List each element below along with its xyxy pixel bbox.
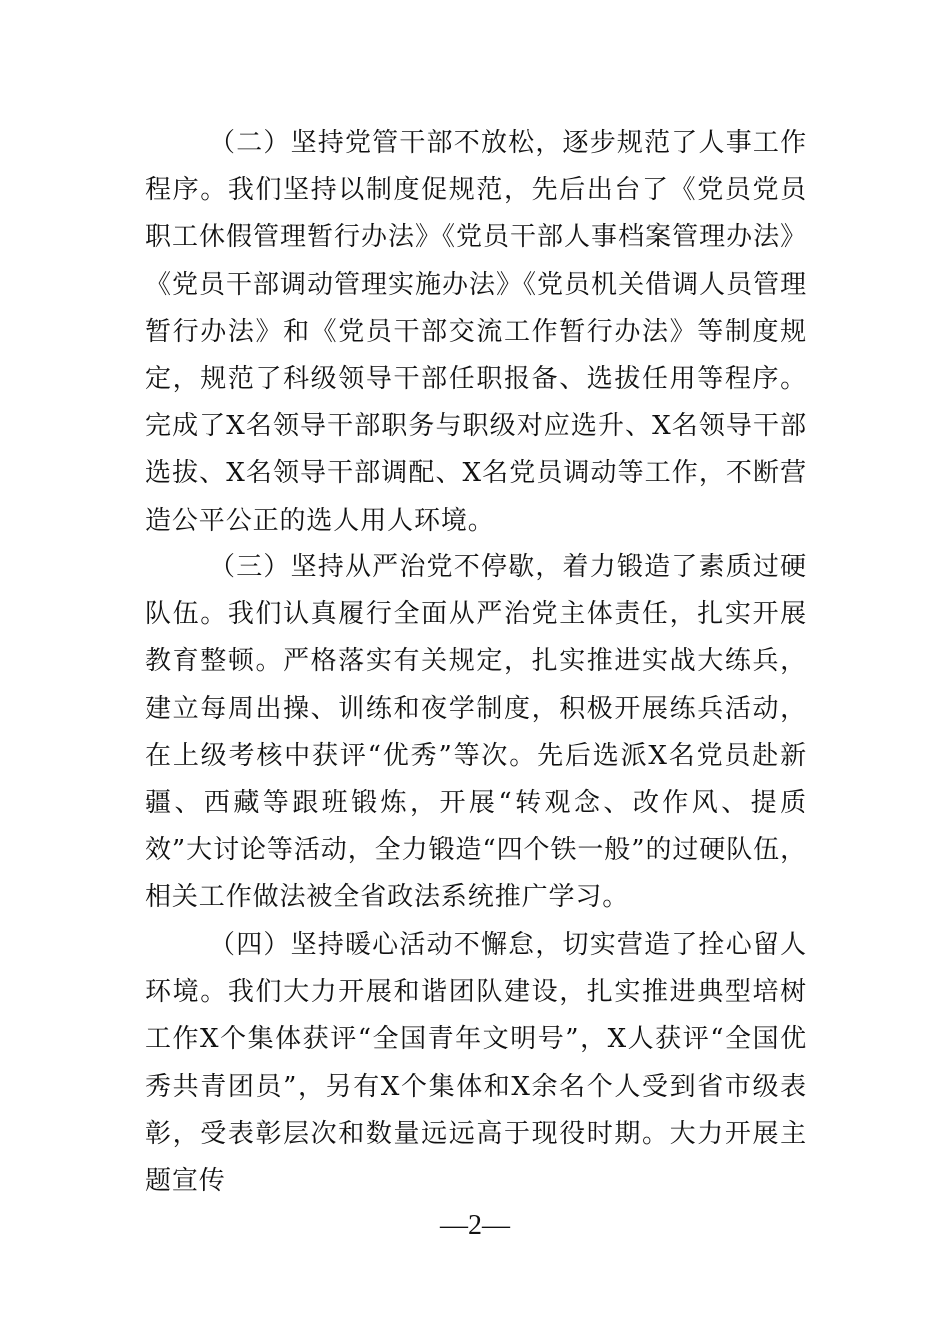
paragraph-strict-party-governance: （三）坚持从严治党不停歇，着力锻造了素质过硬队伍。我们认真履行全面从严治党主体责任，扎实开展教育整顿。严格落实有关规定，扎实推进实战大练兵，建立每周出操、训练和夜学制度，积极开展练兵活动，在上级考核中获评“优秀”等次。先后选派X名党员赴新疆、西藏等跟班锻炼，开展“转观念、改作风、提质效”大讨论等活动，全力锻造“四个铁一般”的过硬队伍，相关工作做法被全省政法系统推广学习。 xyxy=(145,552,807,913)
paragraph-care-activities: （四）坚持暖心活动不懈怠，切实营造了拴心留人环境。我们大力开展和谐团队建设，扎实推进典型培树工作X个集体获评“全国青年文明号”，X人获评“全国优秀共青团员”，另有X个集体和X余名个人受到省市级表彰，受表彰层次和数量远远高于现役时期。大力开展主题宣传 xyxy=(145,930,807,1197)
document-body xyxy=(145,120,807,1197)
paragraph-personnel-procedures: （二）坚持党管干部不放松，逐步规范了人事工作程序。我们坚持以制度促规范，先后出台了《党员党员职工休假管理暂行办法》《党员干部人事档案管理办法》《党员干部调动管理实施办法》《党员机关借调人员管理暂行办法》和《党员干部交流工作暂行办法》等制度规定，规范了科级领导干部任职报备、选拔任用等程序。完成了X名领导干部职务与职级对应选升、X名领导干部选拔、X名领导干部调配、X名党员调动等工作，不断营造公平公正的选人用人环境。 xyxy=(145,128,807,536)
page-number: —2— xyxy=(440,1210,510,1241)
